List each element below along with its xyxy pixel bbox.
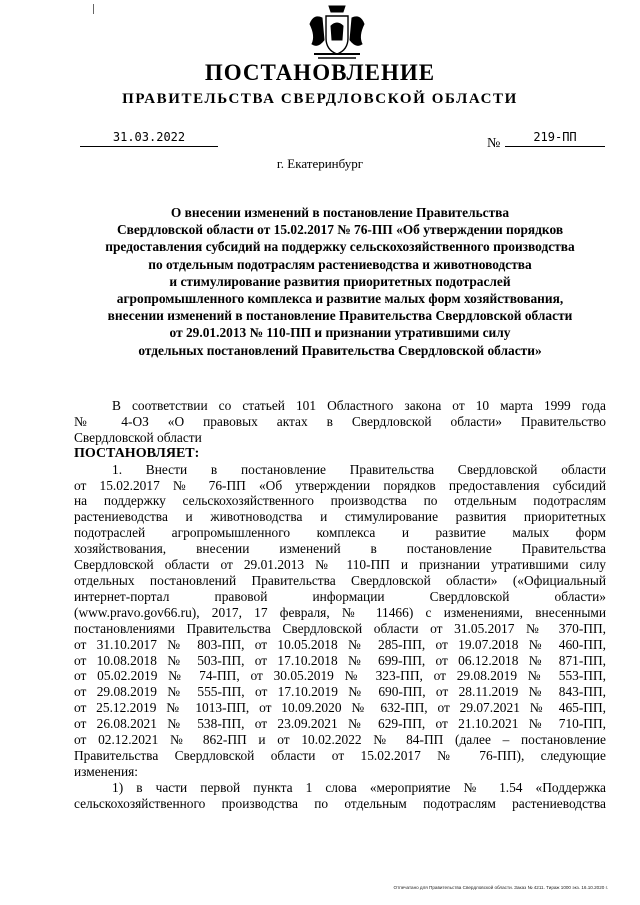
title-line: агропромышленного комплекса и развитие малых форм хозяйствования, bbox=[116, 291, 564, 307]
item1-line: от 10.08.2018 № 503-ПП, от 17.10.2018 № 699-ПП, от 06.12.2018 № 871-ПП, bbox=[74, 652, 606, 668]
print-footer-note: Отпечатано для Правительства Свердловской области. Заказ № 4211. Тираж 1000 экз. 16.10.2020 г. bbox=[393, 885, 608, 890]
title-line: отдельных постановлений Правительства Свердловской области» bbox=[138, 342, 542, 358]
item1-line: от 02.12.2021 № 862-ПП и от 10.02.2022 № 84-ПП (далее – постановление bbox=[74, 732, 606, 748]
item1-line: постановлениями Правительства Свердловской области от 31.05.2017 № 370-ПП, bbox=[74, 620, 606, 636]
item1-line: подотраслей агропромышленного комплекса и развитие малых форм bbox=[74, 525, 606, 541]
document-type-heading: ПОСТАНОВЛЕНИЕ bbox=[204, 60, 436, 85]
title-line: и стимулирование развития приоритетных подотраслей bbox=[169, 273, 511, 289]
title-line: от 29.01.2013 № 110-ПП и признании утратившими силу bbox=[169, 325, 511, 341]
resolves-heading: ПОСТАНОВЛЯЕТ: bbox=[74, 445, 200, 461]
item1-line: Свердловской области от 29.01.2013 № 110-ПП и признании утратившими силу bbox=[74, 557, 606, 573]
item1-line: 1. Внести в постановление Правительства Свердловской области bbox=[112, 461, 606, 477]
title-line: по отдельным подотраслям растениеводства и животноводства bbox=[148, 256, 532, 272]
item1-line: от 15.02.2017 № 76-ПП «Об утверждении порядков предоставления субсидий bbox=[74, 477, 606, 493]
document-number: 219-ПП bbox=[505, 130, 605, 147]
item1-line: от 05.02.2019 № 74-ПП, от 30.05.2019 № 323-ПП, от 29.08.2019 № 553-ПП, bbox=[74, 668, 606, 684]
issuing-authority-heading: ПРАВИТЕЛЬСТВА СВЕРДЛОВСКОЙ ОБЛАСТИ bbox=[122, 91, 518, 107]
title-line: О внесении изменений в постановление Правительства bbox=[170, 205, 510, 220]
item1-line: от 29.08.2019 № 555-ПП, от 17.10.2019 № 690-ПП, от 28.11.2019 № 843-ПП, bbox=[74, 684, 606, 700]
title-line: Свердловской области от 15.02.2017 № 76-ПП «Об утверждении порядков bbox=[116, 222, 564, 238]
scan-mark bbox=[93, 4, 94, 14]
item1-line: от 26.08.2021 № 538-ПП, от 23.09.2021 № 629-ПП, от 21.10.2021 № 710-ПП, bbox=[74, 716, 606, 732]
preamble-line: № 4-ОЗ «О правовых актах в Свердловской области» Правительство bbox=[74, 413, 606, 429]
item1-line: хозяйствования, внесении изменений в постановление Правительства bbox=[74, 541, 606, 557]
title-line: внесении изменений в постановление Правительства Свердловской области bbox=[107, 308, 573, 324]
preamble-line: Свердловской области bbox=[74, 429, 202, 445]
issue-city: г. Екатеринбург bbox=[276, 156, 364, 171]
item1-line: на поддержку сельскохозяйственного производства по отдельным подотраслям bbox=[74, 493, 606, 509]
item1-line: растениеводства и животноводства и стимулирование развития приоритетных bbox=[74, 509, 606, 525]
title-line: предоставления субсидий на поддержку сельскохозяйственного производства bbox=[105, 239, 575, 255]
document-body bbox=[74, 398, 606, 812]
item1-line: Правительства Свердловской области от 15.02.2017 № 76-ПП), следующие bbox=[74, 747, 606, 763]
document-date: 31.03.2022 bbox=[80, 130, 218, 147]
item1-line: отдельных постановлений Правительства Свердловской области» («Официальный bbox=[74, 572, 606, 588]
number-label: № bbox=[487, 136, 501, 151]
item1-line: (www.pravo.gov66.ru), 2017, 17 февраля, № 11466) с изменениями, внесенными bbox=[74, 604, 606, 620]
item1-line: изменения: bbox=[74, 763, 139, 779]
subitem1-line: 1) в части первой пункта 1 слова «мероприятие № 1.54 «Поддержка bbox=[112, 779, 606, 795]
coat-of-arms-icon bbox=[304, 4, 370, 62]
item1-line: от 31.10.2017 № 803-ПП, от 10.05.2018 № 285-ПП, от 19.07.2018 № 460-ПП, bbox=[74, 636, 606, 652]
item1-line: от 25.12.2019 № 1013-ПП, от 10.09.2020 № 632-ПП, от 29.07.2021 № 465-ПП, bbox=[74, 700, 606, 716]
subitem1-line: сельскохозяйственного производства по отдельным подотраслям растениеводства bbox=[74, 795, 606, 811]
item1-line: интернет-портал правовой информации Свердловской области» bbox=[74, 588, 606, 604]
document-title bbox=[70, 204, 610, 359]
preamble-line: В соответствии со статьей 101 Областного закона от 10 марта 1999 года bbox=[112, 398, 606, 413]
